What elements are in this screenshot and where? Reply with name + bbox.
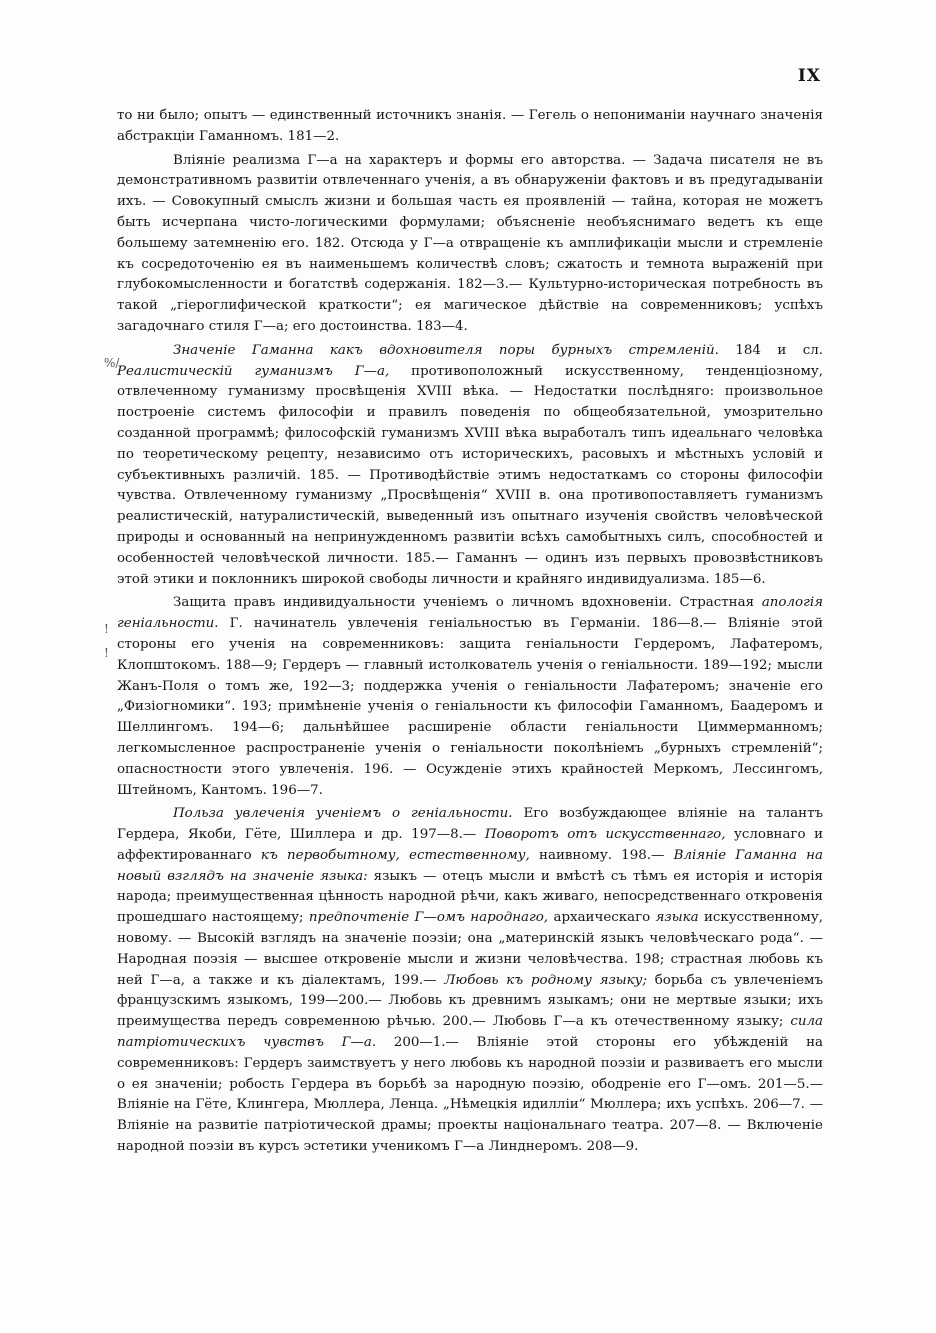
text-segment: то ни было; опытъ — единственный источникъ знанія. — Гегель о непониманіи научнаго значенія абстракціи Гаманномъ. 181—2. (117, 108, 823, 144)
text-segment: борьба съ увлеченіемъ французскимъ языкомъ, 199—200.— Любовь къ древнимъ языкамъ; они не мертвые языки; ихъ преимущества передъ современною рѣчью. 200.— Любовь Г—а къ отечественному языку; (117, 972, 823, 1030)
text-segment: языкъ — отецъ мысли и вмѣстѣ съ тѣмъ ея исторія и исторія народа; преимущественная цѣнность народной рѣчи, какъ живаго, непосредственнаго откровенія прошедшаго настоящему; (117, 868, 823, 926)
italic-text-segment: Любовь къ родному языку; (444, 972, 647, 988)
italic-text-segment: Поворотъ отъ искусственнаго, (484, 827, 726, 843)
text-segment: 184 и сл. (718, 342, 823, 358)
paragraph (117, 593, 823, 801)
text-segment: Г. начинатель увлеченія геніальностью въ Германіи. 186—8.— Вліяніе этой стороны его ученія на современниковъ: защита геніальности Гердеромъ, Лафатеромъ, Клопштокомъ. 188—9; Гердеръ — главный истолкователь ученія о геніальности. 189—192; мысли Жанъ-Поля о томъ же, 192—3; поддержка ученія о геніальности Лафатеромъ; значеніе его „Физіогномики“. 193; примѣненіе ученія о геніальности къ философіи Гаманномъ, Баадеромъ и Шеллингомъ. 194—6; дальнѣйшее расширеніе области геніальности Циммерманномъ; легкомысленное распространеніе ученія о геніальности поколѣніемъ „бурныхъ стремленій“; опасностности этого увлеченія. 196. — Осужденіе этихъ крайностей Меркомъ, Лессингомъ, Штейномъ, Кантомъ. 196—7. (117, 616, 823, 798)
paragraph (117, 341, 823, 591)
text-segment: искусственному, новому. — Высокій взглядъ на значеніе поэзіи; она „материнскій языкъ человѣческаго рода“. — Народная поэзія — высшее откровеніе мысли и жизни человѣчества. 198; страстная любовь къ ней Г—а, а также и къ діалектамъ, 199.— (117, 910, 823, 988)
paragraph (117, 804, 823, 1158)
text-segment: условнаго и аффектированнаго (117, 827, 823, 863)
text-segment: 200—1.— Вліяніе этой стороны его убѣжденій на современниковъ: Гердеръ заимствуетъ у него любовь къ народной поэзіи и развиваетъ его мысли о ея значеніи; робость Гердера въ борьбѣ за народную поэзію, ободреніе его Г—омъ. 201—5.— Вліяніе на Гёте, Клингера, Мюллера, Ленца. „Нѣмецкія идилліи“ Мюллера; ихъ успѣхъ. 206—7. — Вліяніе на развитіе патріотической драмы; проекты національнаго театра. 207—8. — Включеніе народной поэзіи въ курсъ эстетики ученикомъ Г—а Линднеромъ. 208—9. (117, 1035, 823, 1155)
margin-mark: ! (104, 646, 109, 660)
page-number: IX (797, 66, 821, 86)
text-segment: архаическаго (548, 910, 656, 926)
italic-text-segment: Значеніе Гаманна какъ вдохновителя поры бурныхъ стремленій. (173, 342, 719, 358)
text-segment: Вліяніе реализма Г—а на характеръ и формы его авторства. — Задача писателя не въ демонстративномъ развитіи отвлеченнаго ученія, а въ обнаруженіи фактовъ и въ предугадываніи ихъ. — Совокупный смыслъ жизни и большая часть ея проявленій — тайна, которая не можетъ быть исчерпана чисто-логическими формулами; объясненіе необъяснимаго ведетъ къ еще большему затемненію его. 182. Отсюда у Г—а отвращеніе къ амплификаціи мысли и стремленіе къ сосредоточенію ея въ наименьшемъ количествѣ словъ; сжатость и темнота выраженій при глубокомысленности и богатствѣ содержанія. 182—3.— Культурно-историческая потребность въ такой „гіероглифической краткости“; ея магическое дѣйствіе на современниковъ; успѣхъ загадочнаго стиля Г—а; его достоинства. 183—4. (117, 152, 823, 334)
italic-text-segment: сила патріотическихъ чувствъ Г—а. (117, 1014, 823, 1051)
italic-text-segment: Вліяніе Гаманна на новый взглядъ на значеніе языка: (117, 847, 823, 884)
text-segment: Защита правъ индивидуальности ученіемъ о личномъ вдохновеніи. Страстная (173, 595, 762, 611)
text-segment: противоположный искусственному, тенденціозному, отвлеченному гуманизму просвѣщенія XVIII вѣка. — Недостатки послѣдняго: произвольное построеніе системъ философіи и правилъ поведенія по общеобязательной, умозрительно созданной программѣ; философскій гуманизмъ XVIII вѣка выработалъ типъ идеальнаго человѣка по теоретическому рецепту, независимо отъ историческихъ, расовыхъ и мѣстныхъ условій и субъективныхъ различій. 185. — Противодѣйствіе этимъ недостаткамъ со стороны философіи чувства. Отвлеченному гуманизму „Просвѣщенія“ XVIII в. она противопоставляетъ гуманизмъ реалистическій, натуралистическій, выведенный изъ опытнаго изученія свойствъ человѣческой природы и основанный на непринужденномъ развитіи всѣхъ самобытныхъ силъ, способностей и особенностей человѣческой личности. 185.— Гаманнъ — одинъ изъ первыхъ провозвѣстниковъ этой этики и поклонникъ широкой свободы личности и крайняго индивидуализма. 185—6. (117, 363, 824, 587)
italic-text-segment: языка (655, 910, 699, 926)
italic-text-segment: къ первобытному, естественному, (260, 847, 530, 863)
margin-mark: ! (104, 622, 109, 636)
paragraph (117, 106, 823, 148)
italic-text-segment: Польза увлеченія ученіемъ о геніальности. (173, 806, 513, 822)
italic-text-segment: предпочтеніе Г—омъ народнаго, (308, 910, 549, 926)
margin-mark: %/ (104, 356, 120, 370)
italic-text-segment: апологія геніальности. (117, 595, 823, 632)
paragraph (117, 151, 823, 338)
text-segment: наивному. 198.— (529, 847, 674, 863)
text-segment: Его возбуждающее вліяніе на талантъ Гердера, Якоби, Гёте, Шиллера и др. 197—8.— (117, 806, 823, 843)
italic-text-segment: Реалистическій гуманизмъ Г—а, (117, 363, 390, 379)
text-body (117, 106, 823, 1161)
